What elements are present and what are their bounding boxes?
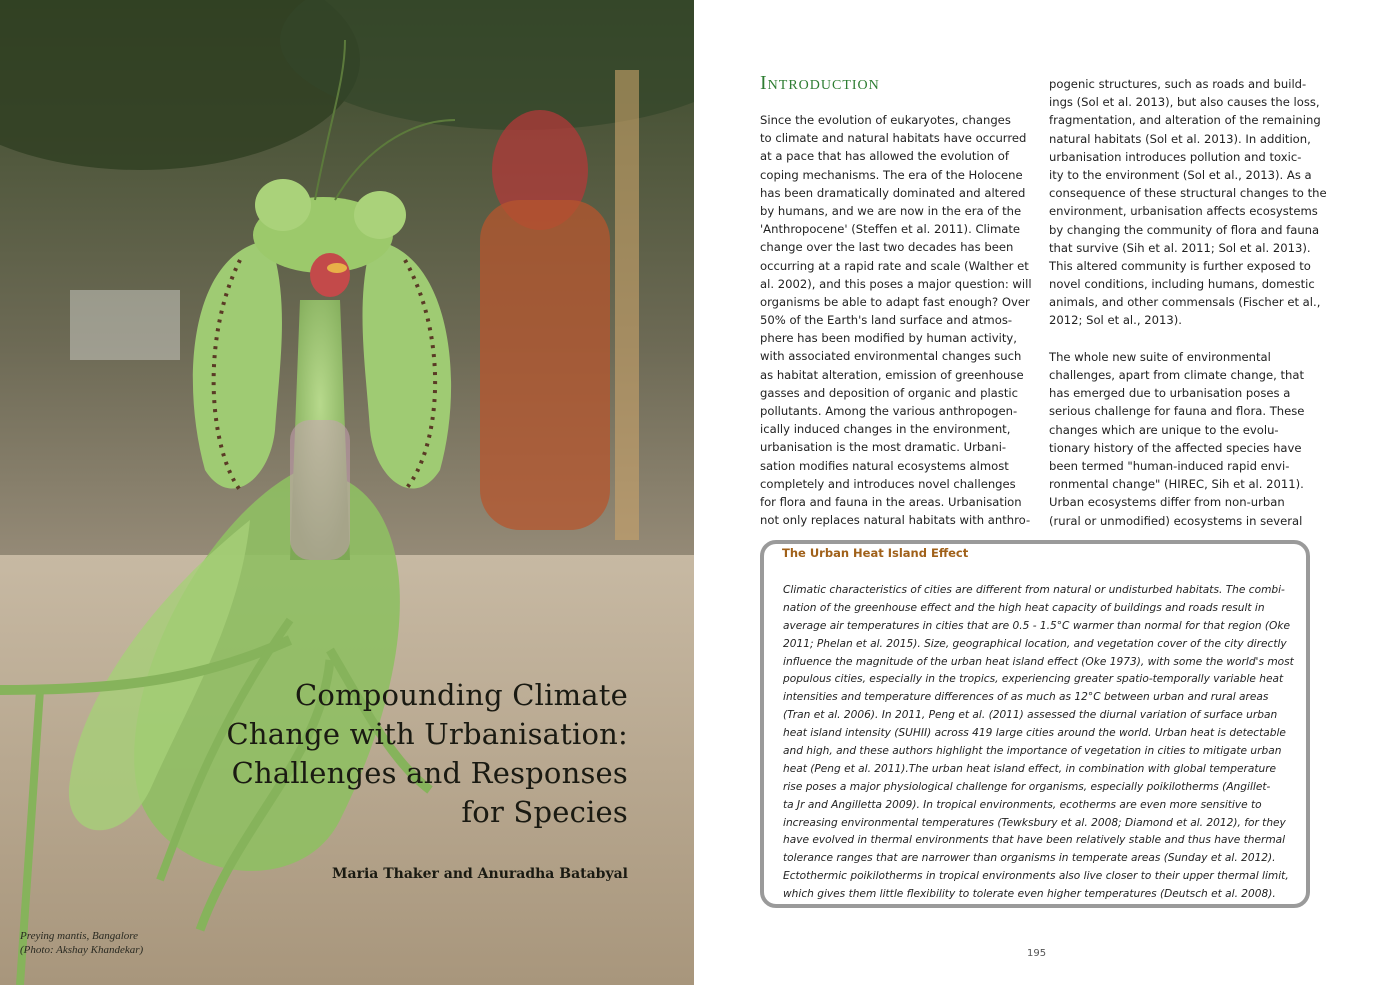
text-line: Urban ecosystems differ from non-urban [1049, 495, 1285, 510]
article-title [148, 676, 628, 832]
text-line: sation modifies natural ecosystems almost [760, 458, 1009, 473]
text-line: that survive (Sih et al. 2011; Sol et al. 2013). [1049, 240, 1311, 255]
text-line: natural habitats (Sol et al. 2013). In addition, [1049, 131, 1311, 146]
text-line: pollutants. Among the various anthropogen- [760, 404, 1018, 418]
box-line: heat (Peng et al. 2011).The urban heat island effect, in combination with global temperature [783, 762, 1277, 775]
text-line: has been dramatically dominated and altered [760, 185, 1026, 200]
intro-column-1 [760, 111, 1032, 529]
title-line: Challenges and Responses [231, 756, 628, 790]
box-line: heat island intensity (SUHII) across 419 large cities around the world. Urban heat is detectable [783, 727, 1286, 740]
text-line: pogenic structures, such as roads and build- [1049, 77, 1307, 91]
box-line: average air temperatures in cities that are 0.5 - 1.5°C warmer than normal for that region (Oke [783, 619, 1291, 632]
text-line: organisms be able to adapt fast enough? Over [760, 294, 1030, 309]
article-authors: Maria Thaker and Anuradha Batabyal [332, 866, 628, 882]
text-line: urbanisation is the most dramatic. Urbani- [760, 440, 1007, 455]
text-line: for flora and fauna in the areas. Urbanisation [760, 494, 1022, 509]
text-line: This altered community is further exposed to [1049, 258, 1311, 273]
text-line: ically induced changes in the environment, [760, 422, 1011, 437]
box-line: and high, and these authors highlight the importance of vegetation in cities to mitigate urban [783, 745, 1282, 758]
box-line: Ectothermic poikilotherms in tropical environments also live closer to their upper thermal limit, [783, 870, 1289, 883]
text-line: occurring at a rapid rate and scale (Walther et [760, 258, 1029, 273]
box-line: have evolved in thermal environments that have been relatively stable and thus have thermal [783, 834, 1286, 847]
sidebar-box-title: The Urban Heat Island Effect [782, 546, 969, 560]
text-line: 50% of the Earth's land surface and atmos- [760, 313, 1013, 328]
text-line: to climate and natural habitats have occurred [760, 131, 1027, 146]
box-line: (Tran et al. 2006). In 2011, Peng et al. (2011) assessed the diurnal variation of surface urban [783, 709, 1278, 722]
text-line: ings (Sol et al. 2013), but also causes the loss, [1049, 95, 1320, 110]
text-line: gasses and deposition of organic and plastic [760, 385, 1018, 400]
text-line: by humans, and we are now in the era of the [760, 203, 1022, 218]
box-line: influence the magnitude of the urban heat island effect (Oke 1973), with some the world's most [783, 655, 1294, 668]
text-line: challenges, apart from climate change, that [1049, 368, 1305, 382]
text-line: by changing the community of flora and fauna [1049, 222, 1320, 237]
box-line: 2011; Phelan et al. 2015). Size, geographical location, and vegetation cover of the city directly [783, 637, 1287, 650]
box-line: nation of the greenhouse effect and the high heat capacity of buildings and roads result in [783, 601, 1265, 614]
text-line: changes which are unique to the evolu- [1049, 422, 1279, 437]
text-line: as habitat alteration, emission of greenhouse [760, 367, 1024, 382]
text-line: change over the last two decades has been [760, 240, 1014, 255]
page-number: 195 [1027, 948, 1047, 959]
photo-caption [20, 929, 143, 957]
text-line: with associated environmental changes such [760, 349, 1022, 364]
caption-line: (Photo: Akshay Khandekar) [20, 944, 144, 956]
text-line: al. 2002), and this poses a major question: will [760, 276, 1032, 291]
text-line: novel conditions, including humans, domestic [1049, 277, 1315, 292]
text-line: environment, urbanisation affects ecosystems [1049, 204, 1318, 219]
paragraph-gap [1049, 330, 1327, 348]
text-line: (rural or unmodified) ecosystems in several [1049, 513, 1303, 528]
text-line: at a pace that has allowed the evolution of [760, 149, 1009, 164]
text-line: has emerged due to urbanisation poses a [1049, 386, 1291, 401]
text-line: tionary history of the affected species have [1049, 440, 1302, 455]
text-line: 2012; Sol et al., 2013). [1049, 313, 1182, 328]
text-line: ity to the environment (Sol et al., 2013). As a [1049, 167, 1312, 182]
text-line: urbanisation introduces pollution and toxic- [1049, 149, 1302, 164]
text-line: The whole new suite of environmental [1049, 349, 1271, 364]
text-line: ronmental change" (HIREC, Sih et al. 2011). [1049, 477, 1304, 492]
title-line: Change with Urbanisation: [226, 717, 628, 751]
text-line: completely and introduces novel challenges [760, 476, 1016, 491]
text-line: serious challenge for fauna and flora. These [1049, 404, 1305, 419]
intro-column-2 [1049, 75, 1327, 530]
title-line: for Species [461, 795, 628, 829]
text-line: Since the evolution of eukaryotes, changes [760, 113, 1011, 127]
box-line: Climatic characteristics of cities are different from natural or undisturbed habitats. The combi- [783, 584, 1285, 596]
title-line: Compounding Climate [295, 678, 628, 712]
box-line: increasing environmental temperatures (Tewksbury et al. 2008; Diamond et al. 2012), for they [783, 816, 1286, 829]
text-line: coping mechanisms. The era of the Holocene [760, 167, 1023, 182]
box-line: intensities and temperature differences of as much as 12°C between urban and rural areas [783, 691, 1269, 704]
caption-line: Preying mantis, Bangalore [20, 930, 139, 942]
box-line: which gives them little flexibility to tolerate even higher temperatures (Deutsch et al. 2008). [783, 888, 1276, 901]
text-line: been termed "human-induced rapid envi- [1049, 458, 1290, 473]
section-heading: Introduction [760, 72, 880, 94]
text-line: fragmentation, and alteration of the remaining [1049, 113, 1321, 128]
box-line: ta Jr and Angilletta 2009). In tropical environments, ecotherms are even more sensitive to [783, 798, 1262, 811]
box-line: populous cities, especially in the tropics, experiencing greater spatio-temporally variable heat [783, 673, 1284, 686]
text-line: phere has been modified by human activity, [760, 331, 1017, 346]
text-line: not only replaces natural habitats with anthro- [760, 513, 1031, 528]
box-line: rise poses a major physiological challenge for organisms, especially poikilotherms (Angillet- [783, 780, 1271, 793]
box-line: tolerance ranges that are narrower than organisms in temperate areas (Sunday et al. 2012). [783, 852, 1276, 865]
sidebar-box-text [783, 582, 1294, 904]
text-line: 'Anthropocene' (Steffen et al. 2011). Climate [760, 222, 1021, 237]
text-line: consequence of these structural changes to the [1049, 186, 1327, 201]
text-line: animals, and other commensals (Fischer et al., [1049, 295, 1321, 310]
